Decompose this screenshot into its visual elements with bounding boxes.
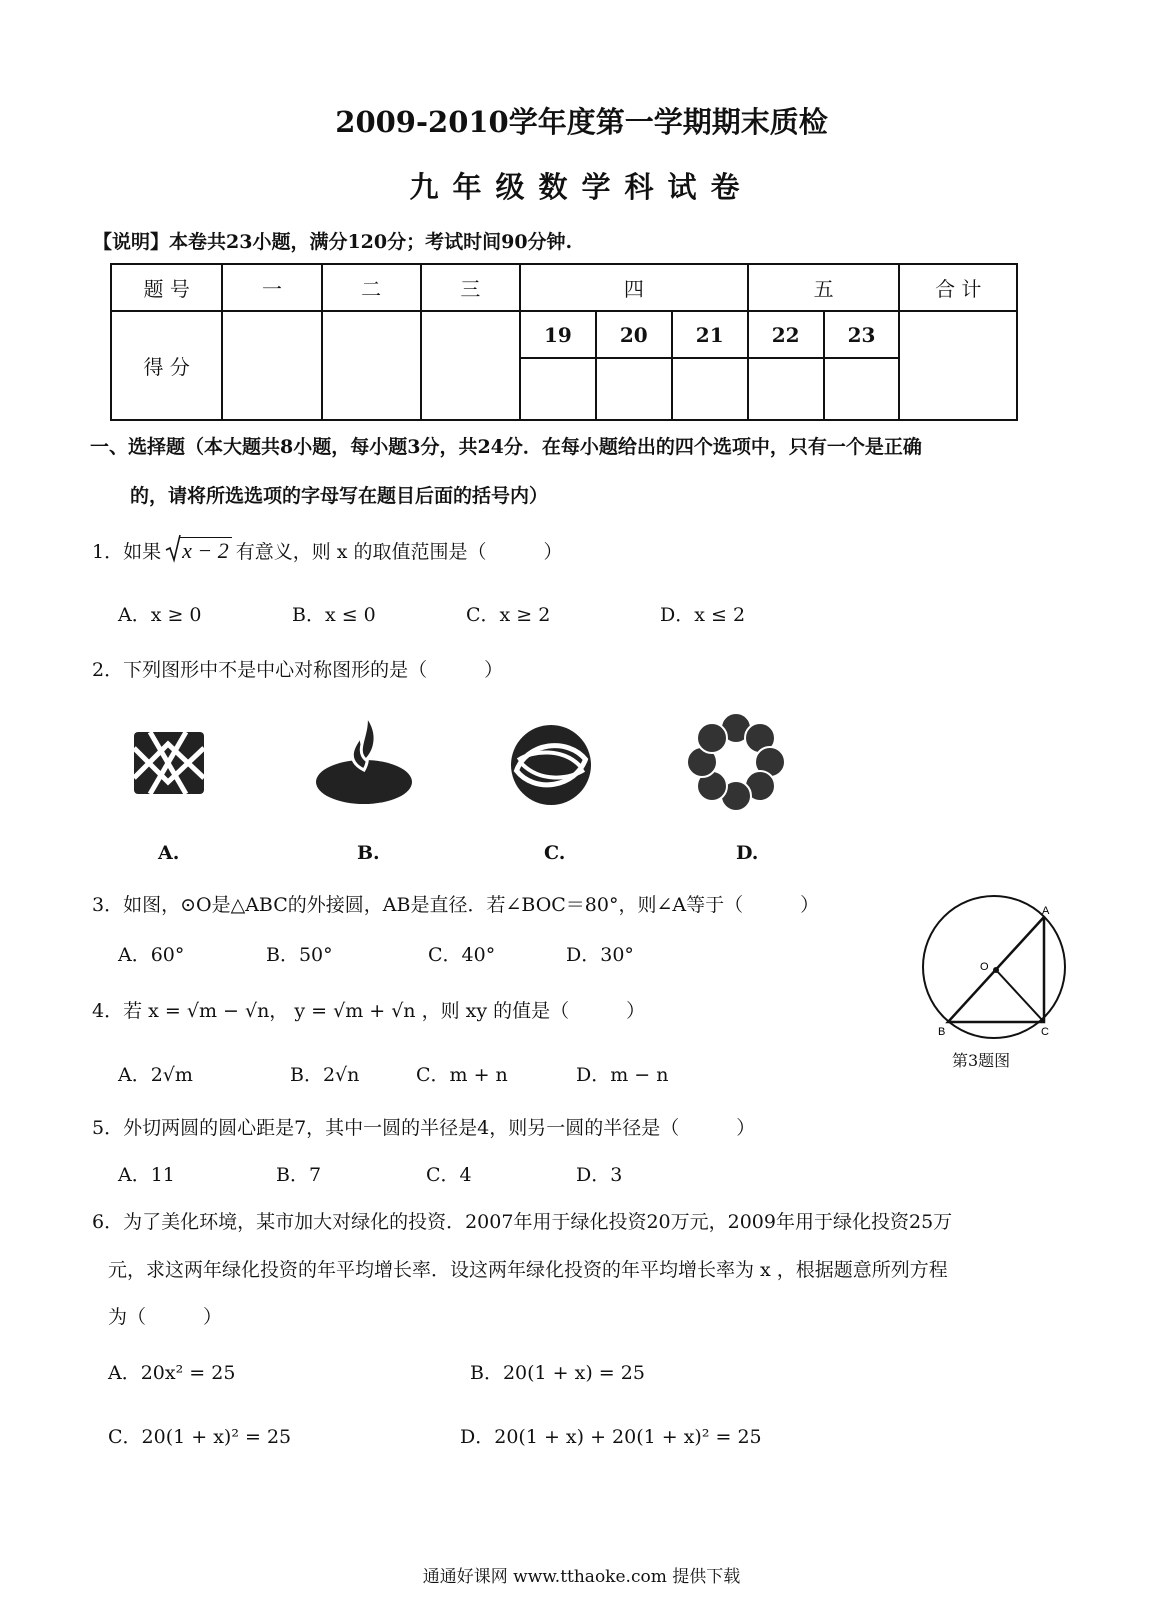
q1-option-c: C．x ≥ 2 — [466, 604, 551, 626]
q5-option-d: D．3 — [576, 1164, 623, 1186]
q6-option-c: C．20(1 + x)² = 25 — [108, 1426, 292, 1448]
score-col-5: 五 — [748, 264, 900, 311]
q5-stem: 5．外切两圆的圆心距是7，其中一圆的半径是4，则另一圆的半径是（ ） — [92, 1117, 756, 1139]
sqrt-icon — [165, 534, 181, 564]
q6-option-b: B．20(1 + x) = 25 — [470, 1362, 645, 1384]
q1-stem: 1．如果 x − 2 有意义，则 x 的取值范围是（ ） — [92, 537, 563, 564]
exam-title: 2009-2010学年度第一学期期末质检 — [335, 105, 828, 139]
q3-option-c: C．40° — [428, 944, 496, 966]
score-row-label-number: 题 号 — [111, 264, 222, 311]
score-row-label-score: 得 分 — [111, 311, 222, 420]
q6-stem-line2: 元，求这两年绿化投资的年平均增长率．设这两年绿化投资的年平均增长率为 x ，根据题意所列方程 — [108, 1259, 948, 1281]
score-cell — [322, 311, 421, 420]
score-col-3: 三 — [421, 264, 520, 311]
q2-label-c: C. — [544, 842, 566, 864]
flame-emblem-icon — [314, 710, 414, 810]
q3-point-c: C — [1041, 1026, 1049, 1038]
q4-option-a: A．2√m — [118, 1064, 193, 1086]
page-footer: 通通好课网 www.tthaoke.com 提供下载 — [422, 1567, 741, 1587]
score-sub-21: 21 — [672, 311, 748, 358]
q3-circle-figure — [920, 895, 1080, 1040]
score-cell — [748, 358, 824, 420]
score-cell — [222, 311, 321, 420]
q6-stem-line1: 6．为了美化环境，某市加大对绿化的投资．2007年用于绿化投资20万元，2009年用于绿化投资25万 — [92, 1211, 953, 1233]
score-col-4: 四 — [520, 264, 748, 311]
score-sub-23: 23 — [824, 311, 900, 358]
q1-option-b: B．x ≤ 0 — [292, 604, 376, 626]
q3-point-b: B — [938, 1026, 946, 1038]
q3-option-b: B．50° — [266, 944, 333, 966]
q3-stem: 3．如图，⊙O是△ABC的外接圆，AB是直径．若∠BOC＝80°，则∠A等于（ ） — [92, 894, 820, 916]
knot-emblem-icon — [128, 718, 210, 808]
q5-option-a: A．11 — [118, 1164, 175, 1186]
q6-stem-line3: 为（ ） — [108, 1306, 223, 1328]
q3-figure-caption: 第3题图 — [952, 1051, 1011, 1070]
score-sub-22: 22 — [748, 311, 824, 358]
score-sub-19: 19 — [520, 311, 596, 358]
score-table — [110, 263, 1018, 421]
q5-option-b: B．7 — [276, 1164, 322, 1186]
score-cell — [596, 358, 672, 420]
q3-point-a: A — [1042, 905, 1050, 917]
score-cell — [899, 311, 1017, 420]
q3-point-o: O — [980, 961, 989, 973]
score-cell — [421, 311, 520, 420]
q4-stem: 4．若 x = √m − √n， y = √m + √n ，则 xy 的值是（ ） — [92, 1000, 646, 1022]
score-col-1: 一 — [222, 264, 321, 311]
q2-label-b: B. — [357, 842, 380, 864]
q1-option-d: D．x ≤ 2 — [660, 604, 746, 626]
q2-stem: 2．下列图形中不是中心对称图形的是（ ） — [92, 659, 504, 681]
section1-heading-cont: 的，请将所选选项的字母写在题目后面的括号内） — [130, 485, 549, 507]
section1-heading: 一、选择题（本大题共8小题，每小题3分，共24分．在每小题给出的四个选项中，只有一个是正确 — [90, 436, 922, 458]
q6-option-a: A．20x² = 25 — [108, 1362, 236, 1384]
exam-note: 【说明】本卷共23小题，满分120分；考试时间90分钟. — [93, 231, 573, 253]
exam-subtitle: 九年级数学科试卷 — [409, 170, 754, 204]
q6-option-d: D．20(1 + x) + 20(1 + x)² = 25 — [460, 1426, 762, 1448]
q2-label-d: D. — [736, 842, 759, 864]
q4-option-c: C．m + n — [416, 1064, 508, 1086]
q5-option-c: C．4 — [426, 1164, 472, 1186]
q3-option-a: A．60° — [118, 944, 185, 966]
score-cell — [824, 358, 900, 420]
q1-option-a: A．x ≥ 0 — [118, 604, 202, 626]
q2-label-a: A. — [158, 842, 180, 864]
score-sub-20: 20 — [596, 311, 672, 358]
flower-emblem-icon — [686, 712, 786, 812]
swirl-emblem-icon — [508, 722, 594, 808]
q4-option-b: B．2√n — [290, 1064, 360, 1086]
score-col-2: 二 — [322, 264, 421, 311]
q3-option-d: D．30° — [566, 944, 634, 966]
score-cell — [520, 358, 596, 420]
score-cell — [672, 358, 748, 420]
q4-option-d: D．m − n — [576, 1064, 669, 1086]
score-col-total: 合 计 — [899, 264, 1017, 311]
